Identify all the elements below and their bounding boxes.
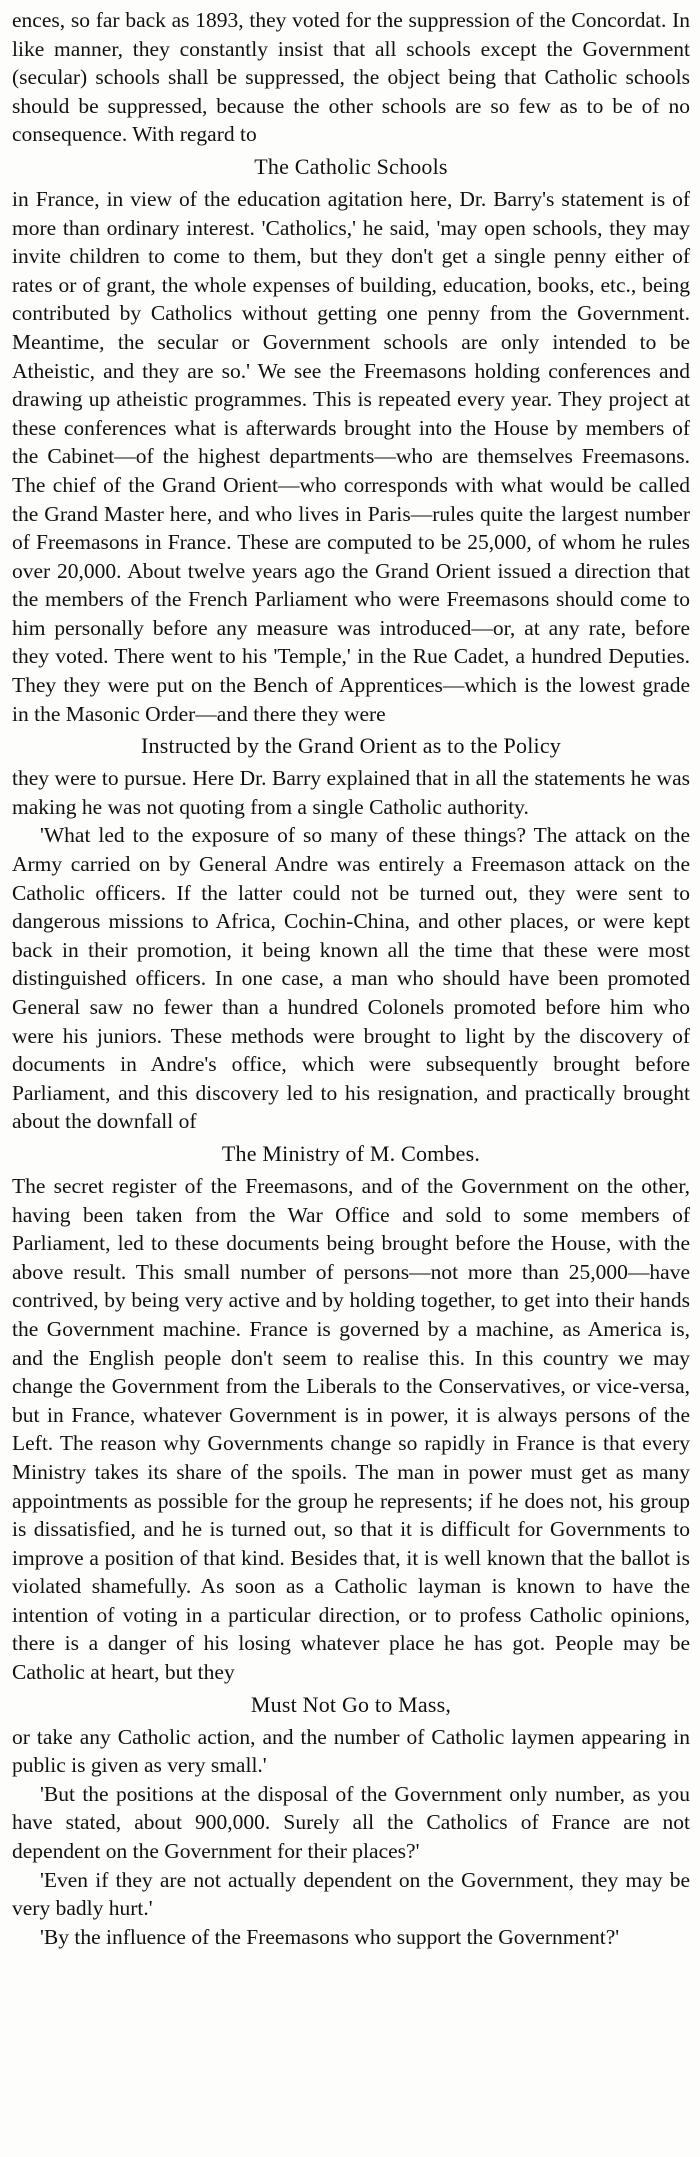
paragraph-suppression: ences, so far back as 1893, they voted for the suppression of the Concordat. In like manner, they constantly insist that all schools except the Government (secular) schools shall be suppressed, the object being that Catholic schools should be suppressed, because the other schools are so few as to be of no consequence. With regard to bbox=[12, 8, 690, 147]
paragraph-secret-register: The secret register of the Freemasons, and of the Government on the other, having been taken from the War Office and sold to some members of Parliament, led to these documents being brought before the House, with the above result. This small number of persons—not more than 25,000—have contrived, by being very active and by holding together, to get into their hands the Government machine. France is governed by a machine, as America is, and the English people don't seem to realise this. In this country we may change the Government from the Liberals to the Conservatives, or vice-versa, but in France, whatever Government is in power, it is always persons of the Left. The reason why Governments change so rapidly in France is that every Ministry takes its share of the spoils. The man in power must get as many appointments as possible for the group he represents; if he does not, his group is dissatisfied, and he is turned out, so that it is difficult for Governments to improve a position of that kind. Besides that, it is well known that the ballot is violated shamefully. As soon as a Catholic layman is known to have the intention of voting in a particular direction, or to profess Catholic opinions, there is a danger of his losing whatever place he has got. People may be Catholic at heart, but they bbox=[12, 1173, 690, 1685]
paragraph-question-influence: 'By the influence of the Freemasons who support the Government?' bbox=[40, 1924, 620, 1949]
subhead-must-not-go-to-mass: Must Not Go to Mass, bbox=[250, 1691, 452, 1717]
paragraph-catholic-action: or take any Catholic action, and the number of Catholic laymen appearing in public is given as very small.' bbox=[12, 1724, 690, 1778]
subhead-instructed-by-grand-orient: Instructed by the Grand Orient as to the Policy bbox=[141, 733, 561, 759]
paragraph-answer-dependent: 'Even if they are not actually dependent on the Government, they may be very badly hurt.' bbox=[12, 1867, 690, 1921]
paragraph-policy: they were to pursue. Here Dr. Barry explained that in all the statements he was making he was not quoting from a single Catholic authority. bbox=[12, 766, 690, 819]
paragraph-question-positions: 'But the positions at the disposal of the Government only number, as you have stated, about 900,000. Surely all the Catholics of France are not dependent on the Government for their places?' bbox=[12, 1781, 690, 1864]
paragraph-catholic-schools: in France, in view of the education agitation here, Dr. Barry's statement is of more than ordinary interest. 'Catholics,' he said, 'may open schools, they may invite children to come to them, but they don't get a single penny either of rates or of grant, the whole expenses of building, education, books, etc., being contributed by Catholics without getting one penny from the Government. Meantime, the secular or Government schools are only intended to be Atheistic, and they are so.' We see the Freemasons holding conferences and drawing up atheistic programmes. This is repeated every year. They project at these conferences what is afterwards brought into the House by members of the Cabinet—of the highest departments—who are themselves Freemasons. The chief of the Grand Orient—who corresponds with what would be called the Grand Master here, and who lives in Paris—rules quite the largest number of Freemasons in France. These are computed to be 25,000, of whom he rules over 20,000. About twelve years ago the Grand Orient issued a direction that the members of the French Parliament who were Freemasons should come to him personally before any measure was introduced—or, at any rate, before they voted. There went to his 'Temple,' in the Rue Cadet, a hundred Deputies. They they were put on the Bench of Apprentices—which is the lowest grade in the Masonic Order—and there they were bbox=[12, 186, 690, 726]
subhead-catholic-schools: The Catholic Schools bbox=[254, 153, 448, 179]
paragraph-exposure: 'What led to the exposure of so many of these things? The attack on the Army carried on by General Andre was entirely a Freemason attack on the Catholic officers. If the latter could not be turned out, they were sent to dangerous missions to Africa, Cochin-China, and other places, or were kept back in their promotion, it being known all the time that these were most distinguished officers. In one case, a man who should have been promoted General saw no fewer than a hundred Colonels promoted before him who were his juniors. These methods were brought to light by the discovery of documents in Andre's office, which were subsequently brought before Parliament, and this discovery led to his resignation, and practically brought about the downfall of bbox=[12, 823, 690, 1134]
subhead-ministry-combes: The Ministry of M. Combes. bbox=[221, 1140, 481, 1166]
